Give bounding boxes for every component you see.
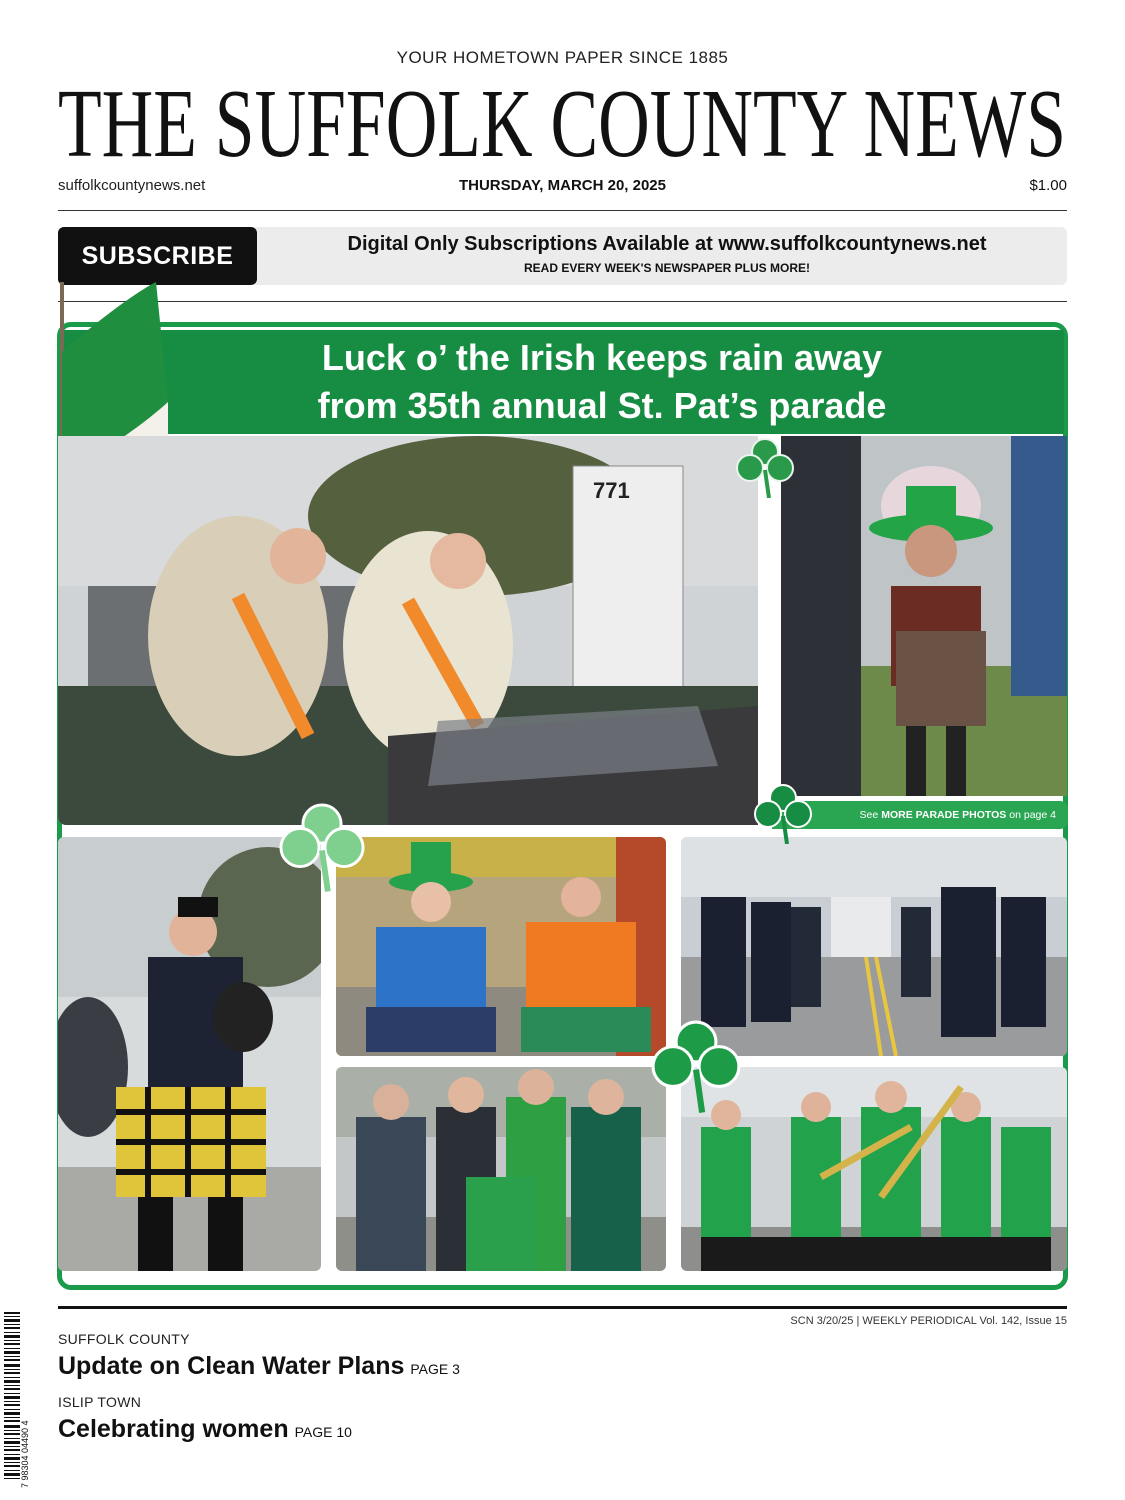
barcode-number: 7 98304 04490 4	[20, 1420, 30, 1488]
price: $1.00	[1029, 177, 1067, 194]
teaser-page: PAGE 3	[410, 1361, 460, 1377]
subscribe-divider	[58, 301, 1067, 302]
headline-line-1: Luck o’ the Irish keeps rain away	[321, 337, 883, 378]
more-photos-suffix: on page 4	[1009, 809, 1056, 821]
teaser-headline-link[interactable]	[58, 1415, 352, 1444]
shamrock-icon	[278, 800, 366, 892]
shamrock-icon	[752, 782, 814, 844]
periodical-info: SCN 3/20/25 | WEEKLY PERIODICAL Vol. 142, Issue 15	[790, 1315, 1067, 1327]
photo-girl-green-hat	[781, 436, 1067, 796]
teaser-kicker: SUFFOLK COUNTY	[58, 1331, 190, 1347]
barcode-image	[4, 1310, 30, 1490]
subscribe-button[interactable]: SUBSCRIBE	[58, 227, 257, 285]
photo-sign-number: 771	[593, 478, 630, 503]
more-photos-prefix: See	[859, 809, 879, 821]
teaser-page: PAGE 10	[294, 1424, 352, 1440]
teaser-headline: Celebrating women	[58, 1415, 289, 1443]
headline-line-2: from 35th annual St. Pat’s parade	[317, 385, 887, 426]
photo-families	[336, 1067, 666, 1271]
shamrock-icon	[650, 1017, 742, 1113]
teaser-headline-link[interactable]	[58, 1352, 460, 1381]
subscribe-promo-text: Digital Only Subscriptions Available at www.suffolkcountynews.net	[347, 233, 987, 255]
header-divider	[58, 210, 1067, 211]
teaser-headline: Update on Clean Water Plans	[58, 1352, 405, 1380]
more-photos-link[interactable]	[772, 801, 1068, 829]
feature-headline	[62, 334, 1125, 430]
photo-bagpiper	[58, 837, 321, 1271]
photo-grand-marshals	[58, 436, 758, 825]
issue-date: THURSDAY, MARCH 20, 2025	[458, 177, 666, 194]
subscribe-promo-subtext: READ EVERY WEEK'S NEWSPAPER PLUS MORE!	[523, 261, 810, 275]
website-link[interactable]: suffolkcountynews.net	[58, 177, 206, 194]
footer-divider	[58, 1306, 1067, 1309]
shamrock-icon	[735, 436, 795, 498]
masthead-text: THE SUFFOLK COUNTY NEWS	[58, 70, 1066, 170]
more-photos-bold: MORE PARADE PHOTOS	[881, 809, 1007, 821]
tagline: YOUR HOMETOWN PAPER SINCE 1885	[396, 48, 729, 67]
teaser-kicker: ISLIP TOWN	[58, 1394, 142, 1410]
masthead-title	[56, 66, 1068, 170]
subscribe-banner[interactable]	[58, 227, 1067, 285]
photo-kids-sitting	[336, 837, 666, 1056]
